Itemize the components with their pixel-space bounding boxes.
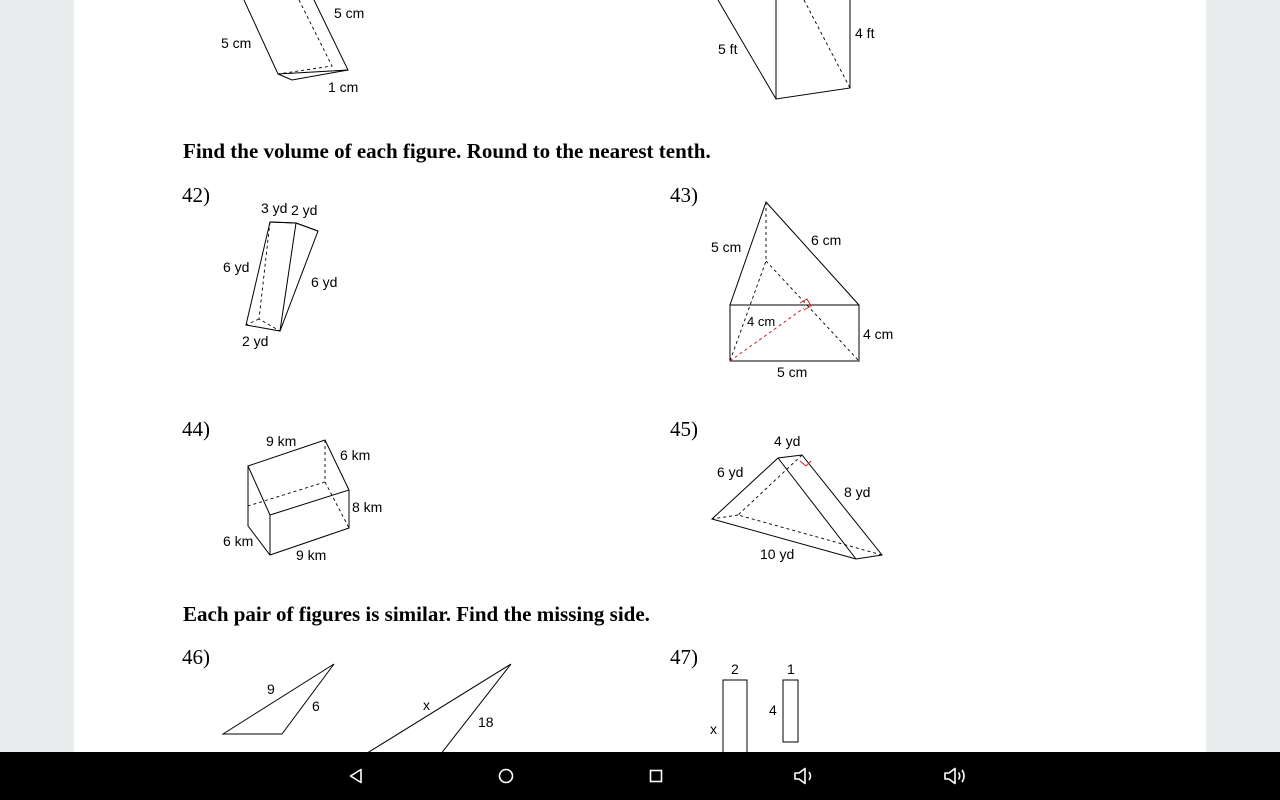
side-label: 2 bbox=[731, 661, 739, 677]
volume-down-button[interactable] bbox=[785, 760, 825, 792]
dimension-label: 6 yd bbox=[223, 259, 250, 275]
side-label: x bbox=[423, 697, 430, 713]
dimension-label: 6 km bbox=[340, 447, 371, 463]
dimension-label: 5 cm bbox=[777, 364, 808, 380]
volume-down-icon bbox=[793, 766, 817, 786]
side-label: 6 bbox=[312, 698, 320, 714]
dimension-label: 4 cm bbox=[747, 314, 776, 329]
dimension-label: 2 yd bbox=[242, 333, 269, 349]
dimension-label: 10 yd bbox=[760, 546, 795, 562]
problem-45-triangular-prism bbox=[704, 430, 924, 570]
problem-number: 43) bbox=[670, 183, 698, 207]
volume-up-button[interactable] bbox=[936, 760, 976, 792]
dimension-label: 4 cm bbox=[863, 326, 894, 342]
dimension-label: 9 km bbox=[266, 433, 297, 449]
top-right-prism-figure bbox=[704, 0, 884, 105]
dimension-label: 1 cm bbox=[328, 79, 359, 95]
problem-44-rectangular-prism bbox=[214, 430, 434, 570]
recents-button[interactable] bbox=[636, 760, 676, 792]
problem-47-similar-rectangles bbox=[704, 655, 824, 752]
dimension-label: 4 ft bbox=[855, 25, 875, 41]
dimension-label: 5 ft bbox=[718, 41, 738, 57]
section-heading-similar: Each pair of figures is similar. Find the missing side. bbox=[183, 602, 650, 626]
home-button[interactable] bbox=[486, 760, 526, 792]
dimension-label: 9 km bbox=[296, 547, 327, 563]
system-navigation-bar bbox=[0, 752, 1280, 800]
section-heading-volume: Find the volume of each figure. Round to the nearest tenth. bbox=[183, 139, 711, 163]
side-label: 9 bbox=[267, 681, 275, 697]
home-circle-icon bbox=[498, 768, 514, 784]
dimension-label: 8 yd bbox=[844, 484, 871, 500]
worksheet-page[interactable] bbox=[74, 0, 1206, 752]
back-triangle-icon bbox=[348, 768, 364, 784]
dimension-label: 5 cm bbox=[711, 239, 742, 255]
problem-42-rectangular-prism bbox=[214, 195, 434, 355]
side-label: x bbox=[710, 721, 717, 737]
dimension-label: 6 yd bbox=[717, 464, 744, 480]
dimension-label: 3 yd bbox=[261, 200, 288, 216]
top-left-prism-figure bbox=[214, 0, 394, 100]
dimension-label: 5 cm bbox=[221, 35, 252, 51]
dimension-label: 8 km bbox=[352, 499, 383, 515]
side-label: 1 bbox=[787, 661, 795, 677]
dimension-label: 6 yd bbox=[311, 274, 338, 290]
problem-43-triangular-prism bbox=[704, 195, 924, 385]
dimension-label: 5 cm bbox=[334, 5, 365, 21]
dimension-label: 6 km bbox=[223, 533, 254, 549]
side-label: 18 bbox=[478, 714, 494, 730]
dimension-label: 6 cm bbox=[811, 232, 842, 248]
problem-number: 44) bbox=[182, 417, 210, 441]
problem-46-similar-triangles bbox=[214, 655, 534, 752]
problem-number: 47) bbox=[670, 645, 698, 669]
dimension-label: 2 yd bbox=[291, 202, 318, 218]
recents-square-icon bbox=[648, 768, 664, 784]
problem-number: 46) bbox=[182, 645, 210, 669]
dimension-label: 4 yd bbox=[774, 433, 801, 449]
back-button[interactable] bbox=[336, 760, 376, 792]
problem-number: 45) bbox=[670, 417, 698, 441]
side-label: 4 bbox=[769, 702, 777, 718]
volume-up-icon bbox=[943, 766, 969, 786]
problem-number: 42) bbox=[182, 183, 210, 207]
